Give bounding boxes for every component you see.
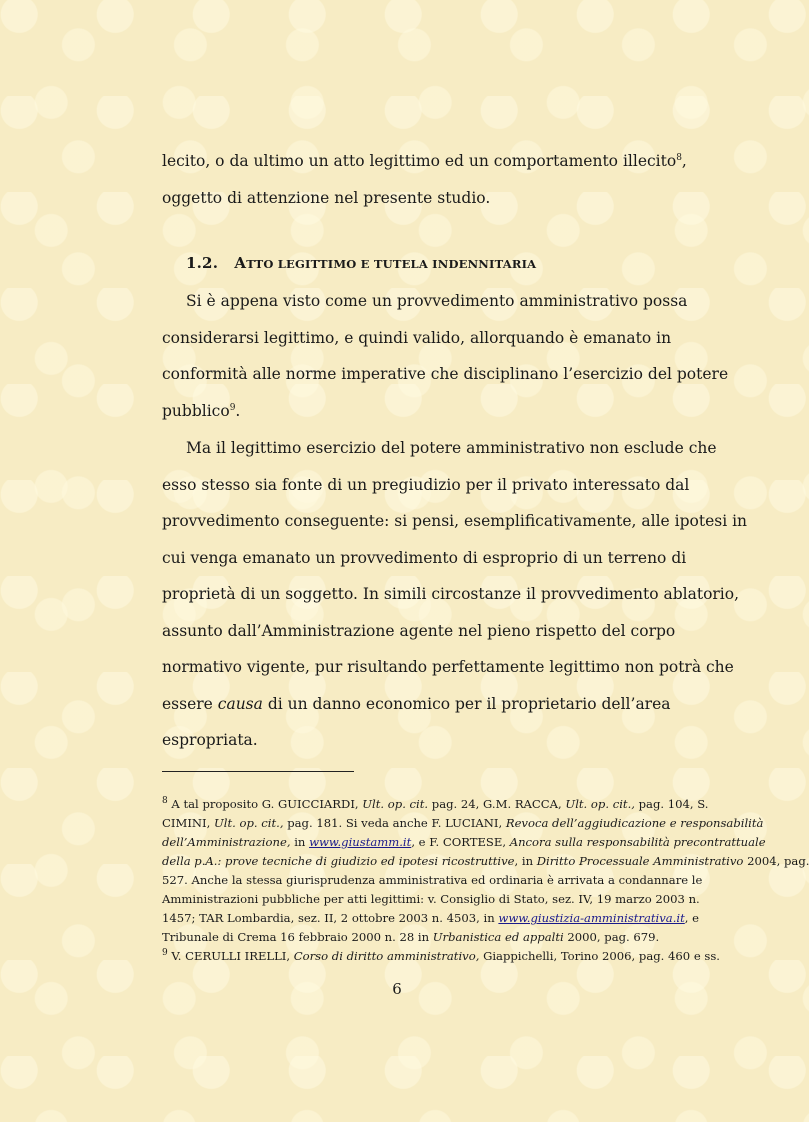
footnotes [162,795,809,966]
text-line: oggetto di attenzione nel presente studio. [162,188,491,207]
text-line: proprietà di un soggetto. In simili circostanze il provvedimento ablatorio, [162,585,740,603]
footnote-line: Tribunale di Crema 16 febbraio 2000 n. 28 in Urbanistica ed appalti 2000, pag. 679. [162,930,660,944]
text-line: assunto dall’Amministrazione agente nel pieno rispetto del corpo [162,621,676,640]
footnote-line: Amministrazioni pubbliche per atti legittimi: v. Consiglio di Stato, sez. IV, 19 marzo 2003 n. [162,892,700,906]
text-line: cui venga emanato un provvedimento di esproprio di un terreno di [162,548,687,567]
text-line: esso stesso sia fonte di un pregiudizio per il privato interessato dal [162,475,690,494]
text-line: pubblico$^9$. [162,401,241,420]
footnote-line: $^9$ V. CERULLI IRELLI, Corso di diritto amministrativo, Giappichelli, Torino 2006, pag. 460 e ss. [162,948,720,963]
text-line: considerarsi legittimo, e quindi valido, allorquando è emanato in [162,328,672,347]
footnote-line: 527. Anche la stessa giurisprudenza amministrativa ed ordinaria è arrivata a condannare le [162,873,703,887]
footnote-line: CIMINI, Ult. op. cit., pag. 181. Si veda anche F. LUCIANI, Revoca dell’aggiudicazione e responsabilità [162,816,764,830]
text-line: lecito, o da ultimo un atto legittimo ed un comportamento illecito$^8$, [162,152,687,170]
footnote-line: della p.A.: prove tecniche di giudizio ed ipotesi ricostruttive, in Diritto Processuale Amministrativo 2004, pag. [162,854,809,868]
text-line: provvedimento conseguente: si pensi, esemplificativamente, alle ipotesi in [162,512,748,530]
footnote-line: $^8$ A tal proposito G. GUICCIARDI, Ult. op. cit. pag. 24, G.M. RACCA, Ult. op. cit., pag. 104, S. [162,796,709,811]
text-line: essere causa di un danno economico per il proprietario dell’area [162,694,671,713]
text-line: normativo vigente, pur risultando perfettamente legittimo non potrà che [162,658,734,676]
paragraph-1 [162,143,687,216]
text-line: Si è appena visto come un provvedimento amministrativo possa [186,292,688,310]
text-line: espropriata. [162,731,258,749]
paragraph-2 [162,283,729,429]
footnote-ref-8[interactable]: 8 [676,152,682,163]
footnote-line: dell’Amministrazione, in www.giustamm.it, e F. CORTESE, Ancora sulla responsabilità precontrattuale [162,835,766,849]
footnote-9 [162,947,720,966]
section-title: ATTO LEGITTIMO E TUTELA INDENNITARIA [234,254,537,272]
text-line: conformità alle norme imperative che disciplinano l’esercizio del potere [162,365,729,383]
page-number: 6 [392,980,402,998]
section-number: 1.2. [186,254,219,272]
section-heading [186,254,536,272]
footnote-8 [162,795,809,947]
link-giustizia-amministrativa[interactable]: www.giustizia-amministrativa.it [498,911,685,925]
text-line: Ma il legittimo esercizio del potere amministrativo non esclude che [186,439,717,457]
footnote-separator [162,771,354,772]
footnote-ref-9[interactable]: 9 [229,402,236,413]
emphasis: causa [217,694,263,713]
link-giustamm[interactable]: www.giustamm.it [309,835,412,849]
paragraph-3 [162,430,748,759]
footnote-line: 1457; TAR Lombardia, sez. II, 2 ottobre 2003 n. 4503, in www.giustizia-amministrativa.it, e [162,911,699,925]
